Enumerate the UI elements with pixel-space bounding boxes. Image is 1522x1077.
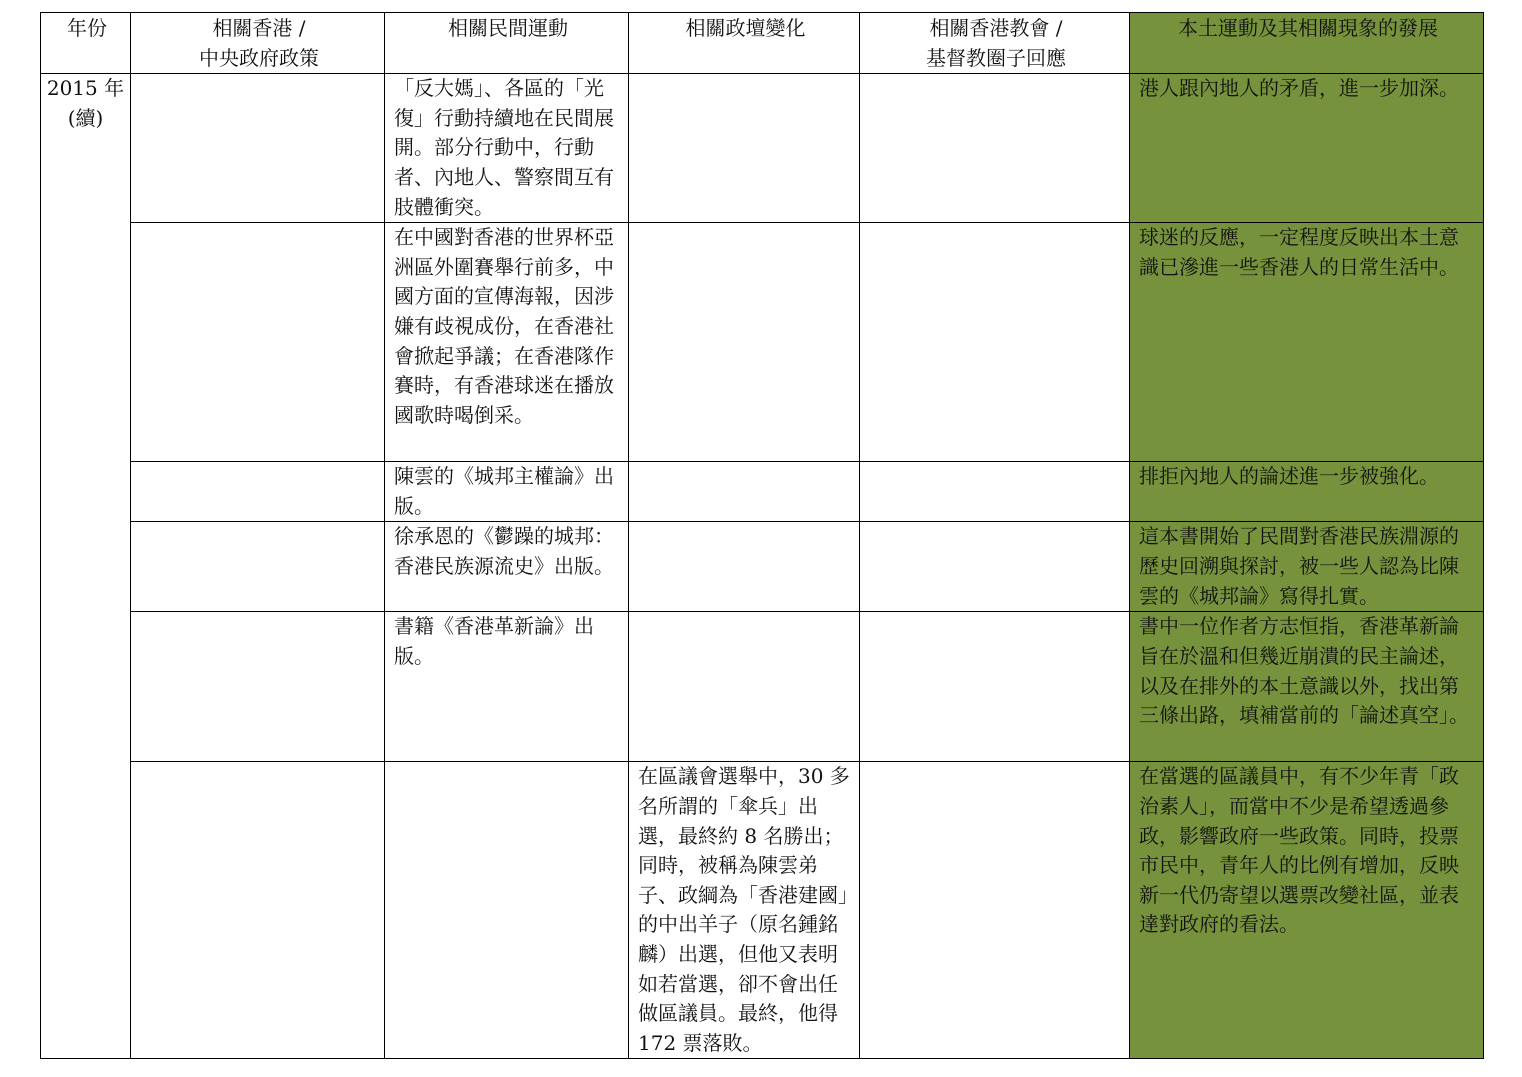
table-row xyxy=(41,223,1484,462)
civil-cell: 書籍《香港革新論》出版。 xyxy=(385,612,629,762)
policy-cell xyxy=(131,462,385,522)
header-year-label: 年份 xyxy=(67,16,107,40)
header-policy-line2: 中央政府政策 xyxy=(199,45,319,70)
civil-cell: 陳雲的《城邦主權論》出版。 xyxy=(385,462,629,522)
church-cell xyxy=(860,462,1130,522)
header-year xyxy=(41,13,131,74)
church-cell xyxy=(860,612,1130,762)
political-cell xyxy=(629,462,860,522)
header-civil xyxy=(385,13,629,74)
header-civil-label: 相關民間運動 xyxy=(448,16,568,40)
development-cell: 港人跟內地人的矛盾，進一步加深。 xyxy=(1130,74,1484,223)
header-development-label: 本土運動及其相關現象的發展 xyxy=(1178,16,1438,40)
policy-cell xyxy=(131,74,385,223)
political-cell xyxy=(629,74,860,223)
policy-cell xyxy=(131,223,385,462)
civil-cell xyxy=(385,762,629,1059)
year-cell xyxy=(41,74,131,1059)
civil-cell: 「反大媽」、各區的「光復」行動持續地在民間展開。部分行動中，行動者、內地人、警察間互有肢體衝突。 xyxy=(385,74,629,223)
year-label: 2015 年(續) xyxy=(46,76,125,130)
table-row xyxy=(41,522,1484,612)
church-cell xyxy=(860,74,1130,223)
political-cell xyxy=(629,522,860,612)
development-cell: 書中一位作者方志恒指，香港革新論旨在於溫和但幾近崩潰的民主論述，以及在排外的本土意識以外，找出第三條出路，填補當前的「論述真空」。 xyxy=(1130,612,1484,762)
church-cell xyxy=(860,223,1130,462)
civil-cell: 徐承恩的《鬱躁的城邦：香港民族源流史》出版。 xyxy=(385,522,629,612)
policy-cell xyxy=(131,762,385,1059)
timeline-table xyxy=(40,12,1484,1059)
table-row xyxy=(41,74,1484,223)
development-cell: 排拒內地人的論述進一步被強化。 xyxy=(1130,462,1484,522)
header-political-label: 相關政壇變化 xyxy=(685,16,806,40)
development-cell: 球迷的反應，一定程度反映出本土意識已滲進一些香港人的日常生活中。 xyxy=(1130,223,1484,462)
table-row xyxy=(41,462,1484,522)
political-cell xyxy=(629,612,860,762)
civil-cell: 在中國對香港的世界杯亞洲區外圍賽舉行前多，中國方面的宣傳海報，因涉嫌有歧視成份，在香港社會掀起爭議；在香港隊作賽時，有香港球迷在播放國歌時喝倒采。 xyxy=(385,223,629,462)
header-church-line2: 基督教圈子回應 xyxy=(926,45,1066,70)
header-policy xyxy=(131,13,385,74)
development-cell: 這本書開始了民間對香港民族淵源的歷史回溯與探討，被一些人認為比陳雲的《城邦論》寫得扎實。 xyxy=(1130,522,1484,612)
header-political xyxy=(629,13,860,74)
header-policy-line1: 相關香港 / xyxy=(212,16,306,40)
policy-cell xyxy=(131,612,385,762)
development-cell: 在當選的區議員中，有不少年青「政治素人」，而當中不少是希望透過參政，影響政府一些政策。同時，投票市民中，青年人的比例有增加，反映新一代仍寄望以選票改變社區，並表達對政府的看法。 xyxy=(1130,762,1484,1059)
header-row xyxy=(41,13,1484,74)
policy-cell xyxy=(131,522,385,612)
header-church-line1: 相關香港教會 / xyxy=(929,16,1063,40)
political-cell: 在區議會選舉中，30 多名所謂的「傘兵」出選，最終約 8 名勝出；同時，被稱為陳雲弟子、政綱為「香港建國」的中出羊子（原名鍾銘麟）出選，但他又表明如若當選，卻不會出任做區議員。最終，他得 172 票落敗。 xyxy=(629,762,860,1059)
table-row xyxy=(41,762,1484,1059)
church-cell xyxy=(860,522,1130,612)
political-cell xyxy=(629,223,860,462)
table-row xyxy=(41,612,1484,762)
church-cell xyxy=(860,762,1130,1059)
header-church xyxy=(860,13,1130,74)
header-development xyxy=(1130,13,1484,74)
